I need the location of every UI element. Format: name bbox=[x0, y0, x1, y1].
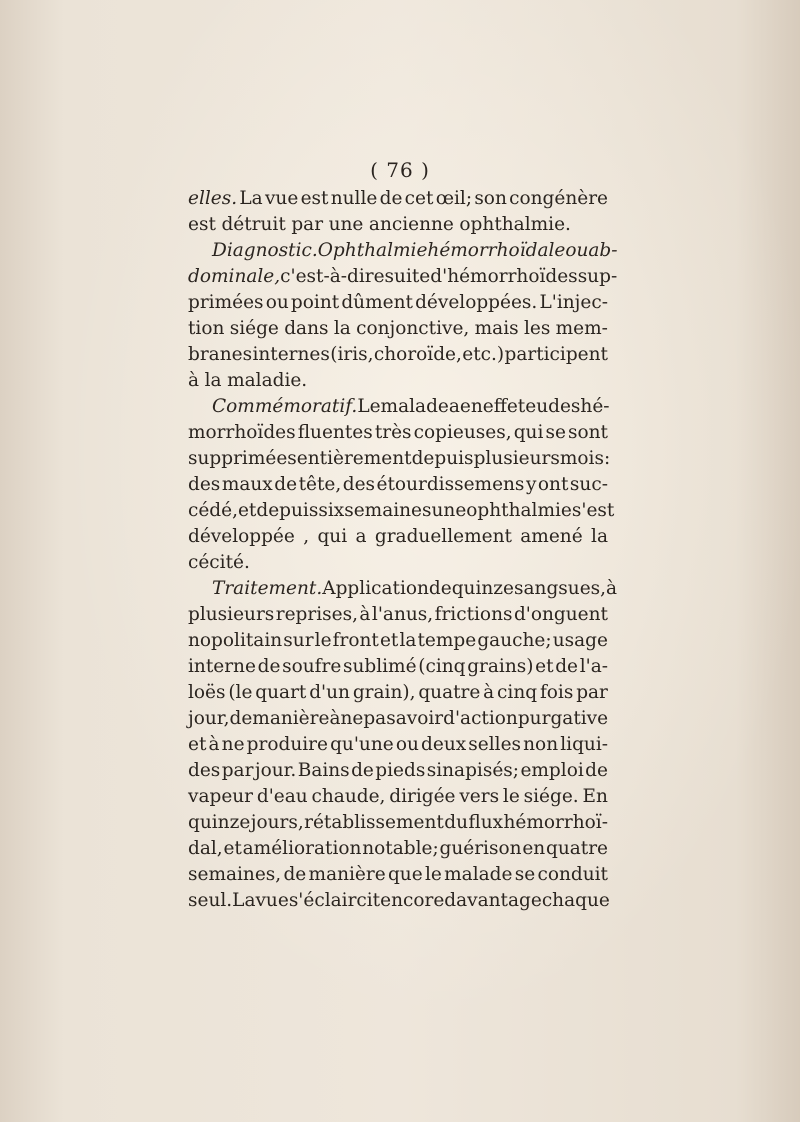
word: la bbox=[591, 526, 608, 547]
word: par bbox=[221, 760, 254, 781]
word: guérison bbox=[439, 838, 522, 859]
word: La bbox=[239, 188, 263, 209]
word: jour. bbox=[254, 760, 297, 781]
word: que bbox=[387, 864, 423, 885]
word: sur bbox=[283, 630, 314, 651]
word: copieuses, bbox=[413, 422, 512, 443]
word: jours, bbox=[250, 812, 304, 833]
word: encore bbox=[380, 890, 445, 911]
word: d'eau bbox=[256, 786, 308, 807]
word: jour, bbox=[188, 708, 230, 729]
word: qui bbox=[513, 422, 544, 443]
text-line bbox=[188, 810, 608, 836]
word: ophthalmie bbox=[466, 500, 572, 521]
word: , bbox=[303, 526, 310, 547]
word: (iris, bbox=[330, 344, 374, 365]
word: selles bbox=[468, 734, 522, 755]
word: cécité. bbox=[188, 552, 250, 573]
word: hé- bbox=[580, 396, 610, 417]
word: sangsues, bbox=[514, 578, 607, 599]
word: dal, bbox=[188, 838, 223, 859]
word: sinapisés; bbox=[426, 760, 520, 781]
word: eu bbox=[525, 396, 549, 417]
word: de bbox=[379, 188, 403, 209]
word: internes bbox=[252, 344, 330, 365]
text-line bbox=[188, 706, 608, 732]
word: très bbox=[374, 422, 412, 443]
word: Le bbox=[357, 396, 381, 417]
word: graduellement bbox=[374, 526, 512, 547]
word: siége. bbox=[523, 786, 579, 807]
word: quinze bbox=[188, 812, 251, 833]
word: qui bbox=[317, 526, 348, 547]
word: a bbox=[448, 396, 460, 417]
word: Diagnostic. bbox=[212, 240, 318, 261]
word: pieds bbox=[375, 760, 426, 781]
word: La bbox=[232, 890, 256, 911]
word: à bbox=[208, 734, 220, 755]
word: semaines bbox=[344, 500, 432, 521]
word: tion bbox=[188, 318, 225, 339]
word: mois: bbox=[559, 448, 611, 469]
word: à bbox=[606, 578, 618, 599]
word: le bbox=[314, 630, 332, 651]
word: les bbox=[523, 318, 551, 339]
word: est bbox=[300, 188, 329, 209]
word: gauche; bbox=[477, 630, 552, 651]
word: par bbox=[576, 682, 608, 703]
word: vue bbox=[264, 188, 299, 209]
text-line bbox=[188, 394, 608, 420]
word: de bbox=[585, 760, 608, 781]
word: grain), bbox=[352, 682, 416, 703]
word: de bbox=[351, 760, 374, 781]
word: d'action bbox=[443, 708, 518, 729]
word: développées. bbox=[415, 292, 538, 313]
word: entièrement bbox=[296, 448, 412, 469]
word: de bbox=[428, 578, 452, 599]
word: cédé, bbox=[188, 500, 238, 521]
word: produire bbox=[246, 734, 328, 755]
word: par bbox=[291, 214, 324, 235]
word: et bbox=[379, 630, 399, 651]
word: la bbox=[399, 630, 417, 651]
word: des bbox=[188, 760, 221, 781]
text-line bbox=[188, 342, 608, 368]
body-text bbox=[188, 186, 618, 914]
word: effet bbox=[482, 396, 526, 417]
word: Bains bbox=[297, 760, 350, 781]
word: seul. bbox=[188, 890, 233, 911]
word: front bbox=[332, 630, 379, 651]
text-line bbox=[188, 888, 608, 914]
word: interne bbox=[188, 656, 256, 677]
word: Commémoratif. bbox=[212, 396, 358, 417]
word: manière bbox=[252, 708, 330, 729]
word: le bbox=[502, 786, 520, 807]
word: est bbox=[188, 214, 216, 235]
word: ou bbox=[565, 240, 589, 261]
word: flux bbox=[468, 812, 504, 833]
word: siége bbox=[229, 318, 279, 339]
word: branes bbox=[188, 344, 253, 365]
text-line bbox=[188, 784, 608, 810]
word: En bbox=[582, 786, 608, 807]
word: fluentes bbox=[297, 422, 373, 443]
word: la bbox=[204, 370, 222, 391]
word: tête, bbox=[298, 474, 342, 495]
word: liqui- bbox=[560, 734, 608, 755]
word: c'est-à-dire bbox=[280, 266, 385, 287]
word: en bbox=[459, 396, 483, 417]
word: Traitement. bbox=[212, 578, 323, 599]
word: sont bbox=[568, 422, 608, 443]
word: œil; bbox=[435, 188, 473, 209]
text-line bbox=[188, 680, 608, 706]
word: la bbox=[333, 318, 351, 339]
text-line bbox=[188, 264, 618, 290]
word: et bbox=[223, 838, 242, 859]
word: Application bbox=[322, 578, 429, 599]
word: mem- bbox=[555, 318, 608, 339]
text-line bbox=[188, 472, 608, 498]
text-line bbox=[188, 732, 608, 758]
word: choroïde, bbox=[373, 344, 462, 365]
word: malade bbox=[444, 864, 513, 885]
word: conjonctive, bbox=[356, 318, 470, 339]
word: notable; bbox=[362, 838, 439, 859]
word: sup- bbox=[577, 266, 618, 287]
word: dirigée bbox=[389, 786, 456, 807]
word: l'a- bbox=[579, 656, 608, 677]
word: développée bbox=[188, 526, 295, 547]
word: à bbox=[188, 370, 200, 391]
word: plusieurs bbox=[188, 604, 275, 625]
word: d'onguent bbox=[513, 604, 608, 625]
word: cinq bbox=[497, 682, 538, 703]
word: grains) bbox=[467, 656, 534, 677]
text-line bbox=[188, 290, 608, 316]
word: non bbox=[523, 734, 559, 755]
word: depuis bbox=[411, 448, 474, 469]
text-line bbox=[188, 836, 608, 862]
word: le bbox=[424, 864, 442, 885]
word: à bbox=[483, 682, 495, 703]
word: primées bbox=[188, 292, 264, 313]
word: morrhoïdes bbox=[188, 422, 296, 443]
text-line bbox=[188, 550, 608, 576]
word: ou bbox=[395, 734, 419, 755]
word: elles. bbox=[188, 188, 238, 209]
word: ancienne bbox=[368, 214, 454, 235]
word: des bbox=[188, 474, 221, 495]
word: amélioration bbox=[242, 838, 362, 859]
word: soufre bbox=[282, 656, 342, 677]
word: une bbox=[431, 500, 467, 521]
word: plusieurs bbox=[473, 448, 560, 469]
word: une bbox=[328, 214, 364, 235]
word: qu'une bbox=[330, 734, 394, 755]
word: vapeur bbox=[188, 786, 254, 807]
word: pas bbox=[363, 708, 396, 729]
word: dans bbox=[284, 318, 329, 339]
word: d'un bbox=[309, 682, 350, 703]
word: et bbox=[237, 500, 257, 521]
text-line bbox=[188, 368, 608, 394]
text-line bbox=[188, 576, 618, 602]
word: s'est bbox=[571, 500, 615, 521]
text-line bbox=[188, 498, 615, 524]
word: suite bbox=[384, 266, 431, 287]
word: rétablissement bbox=[304, 812, 444, 833]
word: emploi bbox=[520, 760, 584, 781]
word: ne bbox=[221, 734, 245, 755]
text-line bbox=[188, 602, 608, 628]
word: manière bbox=[308, 864, 386, 885]
word: etc.) bbox=[462, 344, 505, 365]
word: usage bbox=[552, 630, 608, 651]
word: a bbox=[355, 526, 367, 547]
word: avoir bbox=[395, 708, 444, 729]
word: de bbox=[229, 708, 253, 729]
word: mais bbox=[474, 318, 519, 339]
word: à bbox=[359, 604, 371, 625]
text-line bbox=[188, 654, 608, 680]
word: amené bbox=[520, 526, 583, 547]
text-line bbox=[188, 862, 608, 888]
word: se bbox=[514, 864, 536, 885]
word: son bbox=[474, 188, 507, 209]
word: hémorrhoïdale bbox=[427, 240, 566, 261]
word: davantage bbox=[444, 890, 542, 911]
text-line bbox=[188, 316, 608, 342]
text-line bbox=[188, 524, 608, 550]
word: quatre bbox=[545, 838, 608, 859]
word: de bbox=[555, 656, 579, 677]
text-line bbox=[188, 446, 611, 472]
word: point bbox=[290, 292, 340, 313]
text-line bbox=[188, 212, 608, 238]
text-line bbox=[188, 186, 608, 212]
word: semaines, bbox=[188, 864, 282, 885]
word: ne bbox=[340, 708, 364, 729]
word: chaque bbox=[541, 890, 610, 911]
text-line bbox=[188, 758, 608, 784]
word: maladie. bbox=[227, 370, 308, 391]
word: dominale, bbox=[188, 266, 281, 287]
word: étourdissemens bbox=[376, 474, 525, 495]
word: quart bbox=[255, 682, 307, 703]
word: congénère bbox=[509, 188, 608, 209]
word: de bbox=[283, 864, 307, 885]
word: frictions bbox=[434, 604, 513, 625]
word: du bbox=[444, 812, 469, 833]
word: malade bbox=[380, 396, 449, 417]
word: de bbox=[274, 474, 298, 495]
text-line bbox=[188, 238, 618, 264]
word: nulle bbox=[330, 188, 378, 209]
word: des bbox=[548, 396, 581, 417]
word: à bbox=[329, 708, 341, 729]
word: six bbox=[318, 500, 345, 521]
word: suc- bbox=[569, 474, 608, 495]
word: y bbox=[525, 474, 537, 495]
word: quinze bbox=[451, 578, 515, 599]
word: ophthalmie. bbox=[459, 214, 571, 235]
word: et bbox=[535, 656, 554, 677]
word: supprimées bbox=[188, 448, 297, 469]
page-number: ( 76 ) bbox=[370, 158, 430, 182]
word: nopolitain bbox=[188, 630, 283, 651]
word: hémorrhoï- bbox=[503, 812, 608, 833]
word: depuis bbox=[256, 500, 319, 521]
word: participent bbox=[504, 344, 608, 365]
word: (cinq bbox=[418, 656, 466, 677]
word: fois bbox=[539, 682, 574, 703]
word: ont bbox=[537, 474, 569, 495]
word: deux bbox=[421, 734, 467, 755]
word: chaude, bbox=[311, 786, 386, 807]
word: (le bbox=[228, 682, 253, 703]
word: dûment bbox=[341, 292, 413, 313]
word: reprises, bbox=[275, 604, 358, 625]
word: de bbox=[257, 656, 281, 677]
word: détruit bbox=[221, 214, 286, 235]
word: en bbox=[522, 838, 546, 859]
word: s'éclaircit bbox=[288, 890, 381, 911]
word: des bbox=[342, 474, 376, 495]
word: vue bbox=[255, 890, 289, 911]
word: Ophthalmie bbox=[317, 240, 428, 261]
word: l'anus, bbox=[371, 604, 434, 625]
word: se bbox=[545, 422, 566, 443]
word: et bbox=[188, 734, 207, 755]
word: maux bbox=[221, 474, 273, 495]
word: conduit bbox=[537, 864, 608, 885]
word: sublimé bbox=[342, 656, 417, 677]
word: quatre bbox=[418, 682, 481, 703]
word: ab- bbox=[588, 240, 618, 261]
word: d'hémorrhoïdes bbox=[430, 266, 578, 287]
word: loës bbox=[188, 682, 226, 703]
word: vers bbox=[459, 786, 500, 807]
text-line bbox=[188, 420, 608, 446]
word: purgative bbox=[517, 708, 609, 729]
word: tempe bbox=[417, 630, 477, 651]
word: L'injec- bbox=[539, 292, 608, 313]
word: cet bbox=[404, 188, 434, 209]
text-line bbox=[188, 628, 608, 654]
word: ou bbox=[265, 292, 289, 313]
